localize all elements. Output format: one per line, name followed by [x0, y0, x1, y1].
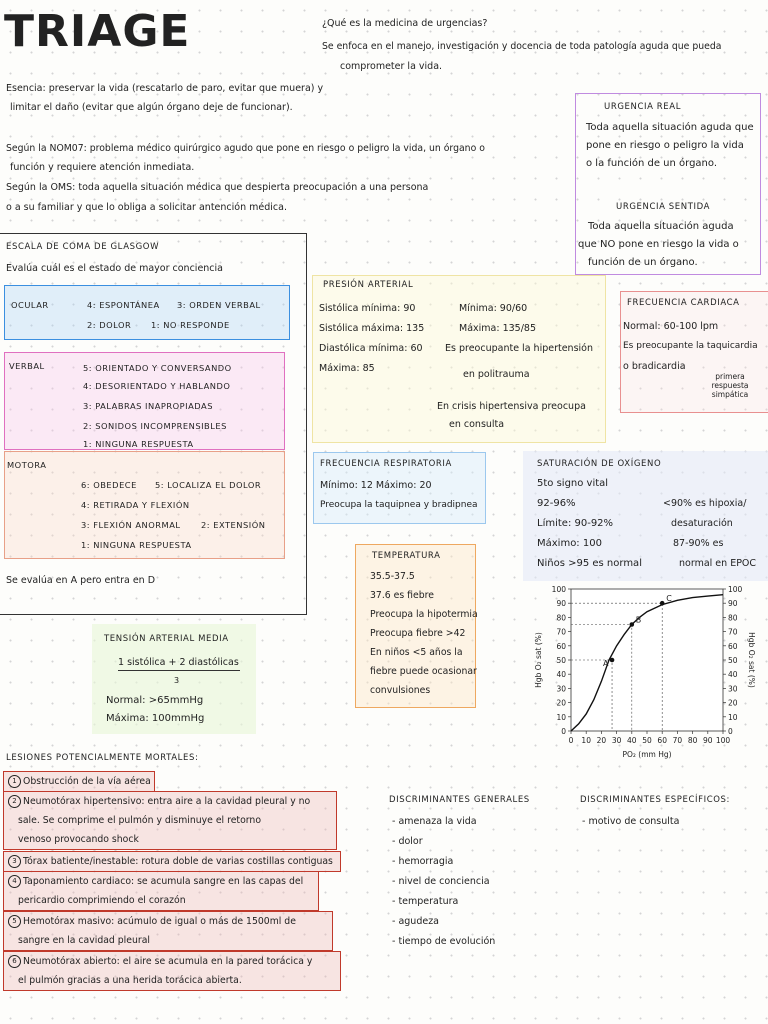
- nom-line-2: función y requiere atención inmediata.: [10, 162, 195, 173]
- discriminantes-generales-list: [392, 812, 495, 952]
- urgencia-real-line-3: o la función de un órgano.: [586, 158, 718, 169]
- lesion-text: Obstrucción de la vía aérea: [23, 776, 151, 787]
- chart-y-tick-label: 90: [556, 599, 566, 609]
- presion-left-line: Máxima: 85: [319, 363, 375, 374]
- lesion-text: sangre en la cavidad pleural: [18, 935, 150, 946]
- chart-y-tick-label: 20: [556, 698, 566, 708]
- discriminantes-especificos-list: [582, 812, 679, 832]
- lesion-item: [3, 771, 155, 792]
- tam-box: [92, 624, 256, 734]
- motora-item: 2: EXTENSIÓN: [201, 520, 266, 530]
- chart-y-tick-label: 50: [556, 656, 566, 665]
- lesion-text: pericardio comprimiendo el corazón: [18, 895, 186, 906]
- discriminante-item: - tiempo de evolución: [392, 936, 496, 947]
- discriminante-item: - nivel de conciencia: [392, 876, 490, 887]
- glasgow-subtitle: Evalúa cuál es el estado de mayor conciencia: [6, 263, 223, 274]
- chart-y-tick-label: 30: [556, 684, 566, 694]
- fc-line-2: Es preocupante la taquicardia: [623, 341, 758, 351]
- lesion-text: el pulmón gracias a una herida torácica abierta.: [18, 975, 242, 986]
- ocular-item: 3: ORDEN VERBAL: [177, 300, 261, 310]
- chart-x-tick-label: 50: [642, 736, 652, 745]
- lesiones-title: LESIONES POTENCIALMENTE MORTALES:: [6, 753, 199, 763]
- question-text: ¿Qué es la medicina de urgencias?: [322, 18, 488, 29]
- chart-point: [610, 658, 615, 663]
- chart-y-tick-label: 0: [561, 727, 566, 736]
- motora-item: 5: LOCALIZA EL DOLOR: [155, 480, 262, 490]
- ocular-item: 1: NO RESPONDE: [151, 320, 230, 330]
- presion-left-line: Sistólica máxima: 135: [319, 323, 425, 334]
- ocular-label: OCULAR: [11, 300, 49, 310]
- chart-y-axis-label-right: Hgb O₂ sat (%): [747, 632, 756, 688]
- temp-line: 35.5-37.5: [370, 571, 415, 582]
- chart-x-tick-label: 40: [627, 736, 637, 745]
- lesion-text: Neumotórax hipertensivo: entra aire a la cavidad pleural y no: [23, 796, 311, 807]
- temp-line: convulsiones: [370, 685, 431, 696]
- chart-y-tick-label: 10: [556, 712, 566, 722]
- oms-line-2: o a su familiar y que lo obliga a solicitar antención médica.: [6, 202, 287, 213]
- verbal-item: 4: DESORIENTADO Y HABLANDO: [83, 381, 231, 391]
- lesion-text: Tórax batiente/inestable: rotura doble de varias costillas contiguas: [23, 856, 333, 867]
- discriminante-item: - motivo de consulta: [582, 816, 680, 827]
- frecuencia-respiratoria-box: [313, 452, 486, 524]
- lesion-line: [8, 792, 332, 811]
- chart-y-tick-label: 100: [551, 585, 566, 594]
- chart-point: [630, 622, 635, 627]
- lesion-item: [3, 871, 319, 911]
- discriminante-item: - hemorragia: [392, 856, 454, 867]
- sat-right-2: desaturación: [671, 518, 733, 529]
- chart-y-tick-label: 70: [556, 627, 566, 637]
- motora-label: MOTORA: [7, 460, 47, 470]
- chart-x-axis-label: PO₂ (mm Hg): [622, 750, 672, 759]
- lesion-number-icon: 2: [8, 795, 21, 808]
- lesion-item: [3, 911, 333, 951]
- fc-note-line: respuesta: [711, 381, 749, 390]
- chart-point-label: C: [666, 594, 672, 604]
- verbal-item: 2: SONIDOS INCOMPRENSIBLES: [83, 421, 227, 431]
- essence-line-1: Esencia: preservar la vida (rescatarlo de paro, evitar que muera) y: [6, 83, 324, 94]
- ocular-item: 2: DOLOR: [87, 320, 132, 330]
- motora-item: 1: NINGUNA RESPUESTA: [81, 540, 192, 550]
- presion-maxima: Máxima: 135/85: [459, 323, 536, 334]
- lesion-line: [8, 852, 336, 871]
- tam-fraction-line: [118, 670, 240, 671]
- chart-point-label: A: [603, 659, 609, 668]
- presion-preocupante: Es preocupante la hipertensión: [445, 343, 593, 354]
- chart-plot-area: [571, 589, 723, 731]
- lesion-line: [8, 891, 314, 910]
- lesion-item: [3, 791, 337, 850]
- oms-line-1: Según la OMS: toda aquella situación médica que despierta preocupación a una persona: [6, 182, 429, 193]
- presion-left-line: Diastólica mínima: 60: [319, 343, 423, 354]
- tam-normal: Normal: >65mmHg: [106, 695, 204, 706]
- chart-y-axis-label: Hgb O₂ sat (%): [534, 632, 543, 688]
- presion-box: [312, 275, 606, 443]
- temp-line: 37.6 es fiebre: [370, 590, 434, 601]
- lesion-line: [8, 872, 314, 891]
- fc-note: [705, 372, 755, 399]
- urgencia-sentida-line-1: Toda aquella situación aguda: [588, 221, 734, 232]
- sat-line-1: 5to signo vital: [537, 478, 609, 489]
- urgencia-sentida-line-3: función de un órgano.: [588, 257, 698, 268]
- sat-line-2: 92-96%: [537, 498, 576, 509]
- chart-y-tick-label: 40: [556, 670, 566, 680]
- urgencia-sentida-title: URGENCIA SENTIDA: [616, 202, 711, 212]
- sat-right-4: normal en EPOC: [679, 558, 757, 569]
- chart-y-tick-label: 60: [556, 641, 566, 651]
- fc-note-line: primera: [715, 372, 745, 381]
- lesion-number-icon: 4: [8, 875, 21, 888]
- lesion-item: [3, 951, 341, 991]
- presion-title: PRESIÓN ARTERIAL: [323, 280, 414, 290]
- lesion-number-icon: 5: [8, 915, 21, 928]
- discriminante-item: - temperatura: [392, 896, 459, 907]
- chart-y-tick-label-right: 10: [728, 712, 738, 722]
- urgencia-real-title: URGENCIA REAL: [604, 102, 682, 112]
- tam-numerator: 1 sistólica + 2 diastólicas: [118, 657, 239, 668]
- chart-x-tick-label: 80: [687, 736, 698, 745]
- discriminantes-generales-title: DISCRIMINANTES GENERALES: [389, 795, 530, 805]
- lesion-line: [8, 912, 328, 931]
- chart-x-tick-label: 60: [657, 736, 667, 745]
- temp-line: Preocupa fiebre >42: [370, 628, 466, 639]
- sat-right-3: 87-90% es: [673, 538, 724, 549]
- verbal-item: 1: NINGUNA RESPUESTA: [83, 439, 194, 449]
- chart-x-tick-label: 20: [596, 736, 607, 745]
- presion-politrauma: en politrauma: [463, 369, 530, 380]
- essence-line-2: limitar el daño (evitar que algún órgano deje de funcionar).: [10, 102, 293, 113]
- motora-item: 3: FLEXIÓN ANORMAL: [81, 520, 181, 530]
- urgencia-box: [575, 93, 761, 275]
- urgencia-real-line-1: Toda aquella situación aguda que: [586, 122, 754, 133]
- lesion-text: venoso provocando shock: [18, 834, 139, 845]
- presion-crisis: En crisis hipertensiva preocupa: [437, 401, 586, 412]
- chart-y-tick-label-right: 100: [728, 585, 743, 594]
- tam-title: TENSIÓN ARTERIAL MEDIA: [104, 634, 229, 644]
- lesion-number-icon: 1: [8, 775, 21, 788]
- chart-y-tick-label-right: 70: [728, 627, 738, 637]
- sat-right-1: <90% es hipoxia/: [663, 498, 747, 509]
- temperatura-box: [355, 544, 476, 708]
- oxygen-dissociation-chart: [523, 581, 768, 771]
- chart-point: [660, 601, 665, 606]
- chart-y-tick-label-right: 0: [728, 727, 733, 736]
- verbal-item: 5: ORIENTADO Y CONVERSANDO: [83, 363, 232, 373]
- lesion-number-icon: 6: [8, 955, 21, 968]
- chart-x-tick-label: 100: [715, 736, 731, 745]
- motora-box: [4, 451, 285, 559]
- temp-line: Preocupa la hipotermia: [370, 609, 478, 620]
- ocular-item: 4: ESPONTÁNEA: [87, 300, 160, 310]
- fr-title: FRECUENCIA RESPIRATORIA: [320, 459, 452, 469]
- chart-y-tick-label-right: 80: [728, 613, 738, 623]
- lesion-line: [8, 811, 332, 830]
- lesion-line: [8, 931, 328, 950]
- glasgow-note: Se evalúa en A pero entra en D: [6, 575, 156, 586]
- chart-y-tick-label: 80: [556, 613, 566, 623]
- sat-title: SATURACIÓN DE OXÍGENO: [537, 459, 662, 469]
- urgencia-sentida-line-2: que NO pone en riesgo la vida o: [578, 239, 739, 250]
- chart-x-tick-label: 0: [568, 736, 574, 745]
- lesion-text: Taponamiento cardiaco: se acumula sangre en las capas del: [23, 876, 304, 887]
- lesion-line: [8, 971, 336, 990]
- temp-line: En niños <5 años la: [370, 647, 463, 658]
- temp-lines: [370, 567, 478, 700]
- discriminante-item: - amenaza la vida: [392, 816, 477, 827]
- verbal-item: 3: PALABRAS INAPROPIADAS: [83, 401, 213, 411]
- chart-x-tick-label: 30: [611, 736, 622, 745]
- sat-line-3: Límite: 90-92%: [537, 518, 614, 529]
- verbal-box: [4, 352, 285, 450]
- glasgow-title: ESCALA DE COMA DE GLASGOW: [6, 242, 160, 252]
- motora-item: 6: OBEDECE: [81, 480, 137, 490]
- chart-point-label: B: [635, 615, 642, 625]
- urgencia-real-line-2: pone en riesgo o peligro la vida: [586, 140, 744, 151]
- frecuencia-cardiaca-box: [620, 291, 768, 413]
- fr-line-1: Mínimo: 12 Máximo: 20: [320, 480, 432, 491]
- ocular-box: [4, 285, 290, 340]
- chart-y-tick-label-right: 60: [728, 641, 738, 651]
- presion-consulta: en consulta: [449, 419, 505, 430]
- lesion-number-icon: 3: [8, 855, 21, 868]
- presion-minima: Mínima: 90/60: [459, 303, 528, 314]
- lesion-text: Neumotórax abierto: el aire se acumula en la pared torácica y: [23, 956, 313, 967]
- motora-item: 4: RETIRADA Y FLEXIÓN: [81, 500, 190, 510]
- nom-line-1: Según la NOM07: problema médico quirúrgico agudo que pone en riesgo o peligro la vida, un órgano o: [6, 143, 485, 154]
- answer-line-2: comprometer la vida.: [340, 61, 443, 72]
- fc-line-3: o bradicardia: [623, 361, 686, 372]
- chart-y-tick-label-right: 20: [728, 698, 738, 708]
- discriminante-item: - dolor: [392, 836, 423, 847]
- chart-y-tick-label-right: 90: [728, 599, 738, 609]
- tam-denominator: 3: [174, 676, 180, 685]
- chart-y-tick-label-right: 40: [728, 670, 738, 680]
- fc-line-1: Normal: 60-100 lpm: [623, 321, 719, 332]
- chart-x-tick-label: 70: [672, 736, 683, 745]
- chart-y-tick-label-right: 50: [728, 656, 738, 665]
- lesion-text: sale. Se comprime el pulmón y disminuye el retorno: [18, 815, 262, 826]
- answer-line-1: Se enfoca en el manejo, investigación y docencia de toda patología aguda que pueda: [322, 41, 722, 52]
- page-title: TRIAGE: [4, 6, 191, 57]
- lesion-line: [8, 952, 336, 971]
- temp-line: fiebre puede ocasionar: [370, 666, 477, 677]
- fr-line-2: Preocupa la taquipnea y bradipnea: [320, 500, 478, 510]
- tam-maxima: Máxima: 100mmHg: [106, 713, 205, 724]
- lesion-line: [8, 830, 332, 849]
- fc-title: FRECUENCIA CARDIACA: [627, 298, 740, 308]
- saturacion-box: [523, 451, 768, 581]
- lesion-line: [8, 772, 150, 791]
- verbal-label: VERBAL: [9, 361, 45, 371]
- lesion-item: [3, 851, 341, 872]
- chart-y-tick-label-right: 30: [728, 684, 738, 694]
- chart-x-tick-label: 90: [703, 736, 713, 745]
- lesion-text: Hemotórax masivo: acúmulo de igual o más de 1500ml de: [23, 916, 296, 927]
- sat-line-5: Niños >95 es normal: [537, 558, 642, 569]
- temp-title: TEMPERATURA: [372, 551, 441, 561]
- fc-note-line: simpática: [711, 390, 749, 399]
- discriminantes-especificos-title: DISCRIMINANTES ESPECÍFICOS:: [580, 795, 731, 805]
- discriminante-item: - agudeza: [392, 916, 440, 927]
- presion-left-line: Sistólica mínima: 90: [319, 303, 416, 314]
- chart-x-tick-label: 10: [581, 736, 591, 745]
- sat-line-4: Máximo: 100: [537, 538, 602, 549]
